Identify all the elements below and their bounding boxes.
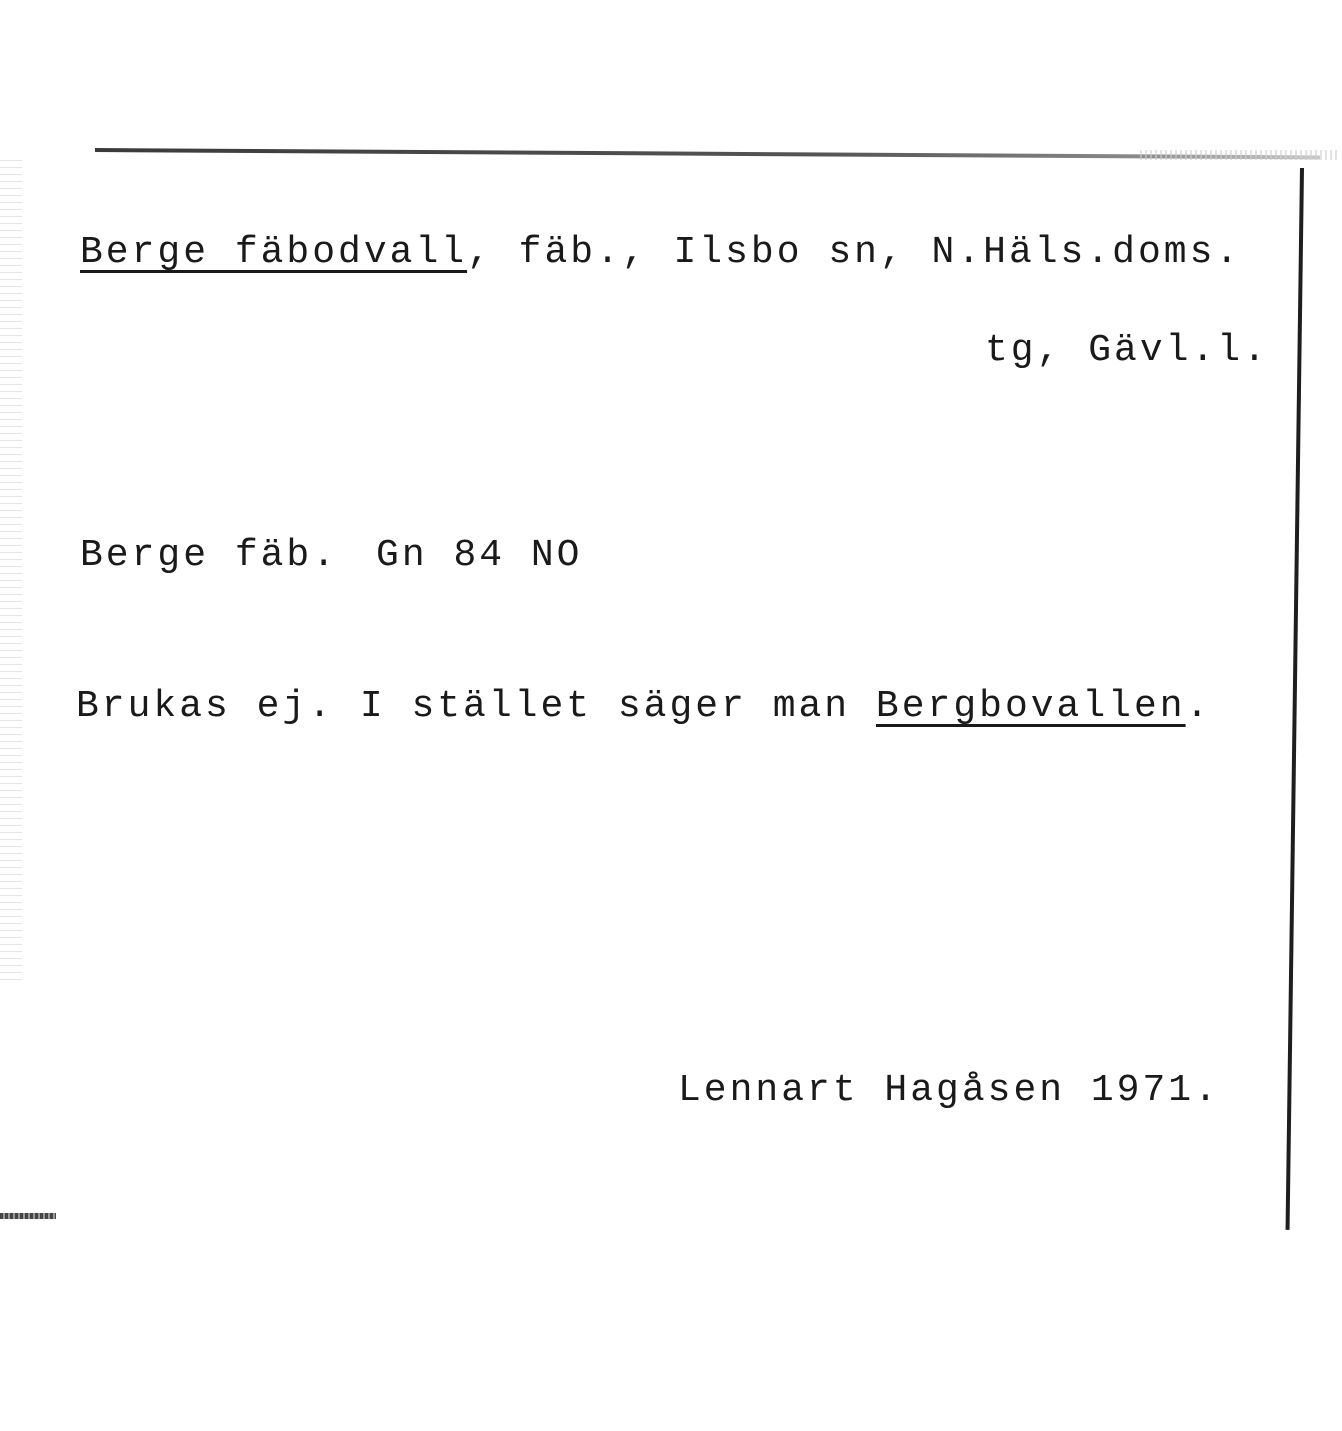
card-left-mark [0,1213,56,1219]
place-details: , fäb., Ilsbo sn, N.Häls.doms. [467,231,1242,274]
note-text: Brukas ej. I stället säger man [76,685,876,728]
card-right-edge [1286,168,1304,1230]
place-name: Berge fäbodvall [80,231,468,274]
heading-continuation: tg, Gävl.l. [985,329,1269,372]
map-reference: Gn 84 NO [376,534,583,577]
note-end: . [1185,685,1212,728]
signature: Lennart Hagåsen 1971. [678,1069,1220,1112]
note-term: Bergbovallen [875,685,1186,728]
card-left-speckle [0,160,22,980]
note-line [76,685,1212,728]
heading-line [80,231,1242,274]
card-top-edge [95,148,1320,159]
card-top-edge-fade [1140,150,1340,160]
variant-form: Berge fäb. [80,534,339,577]
variant-line [80,534,583,577]
